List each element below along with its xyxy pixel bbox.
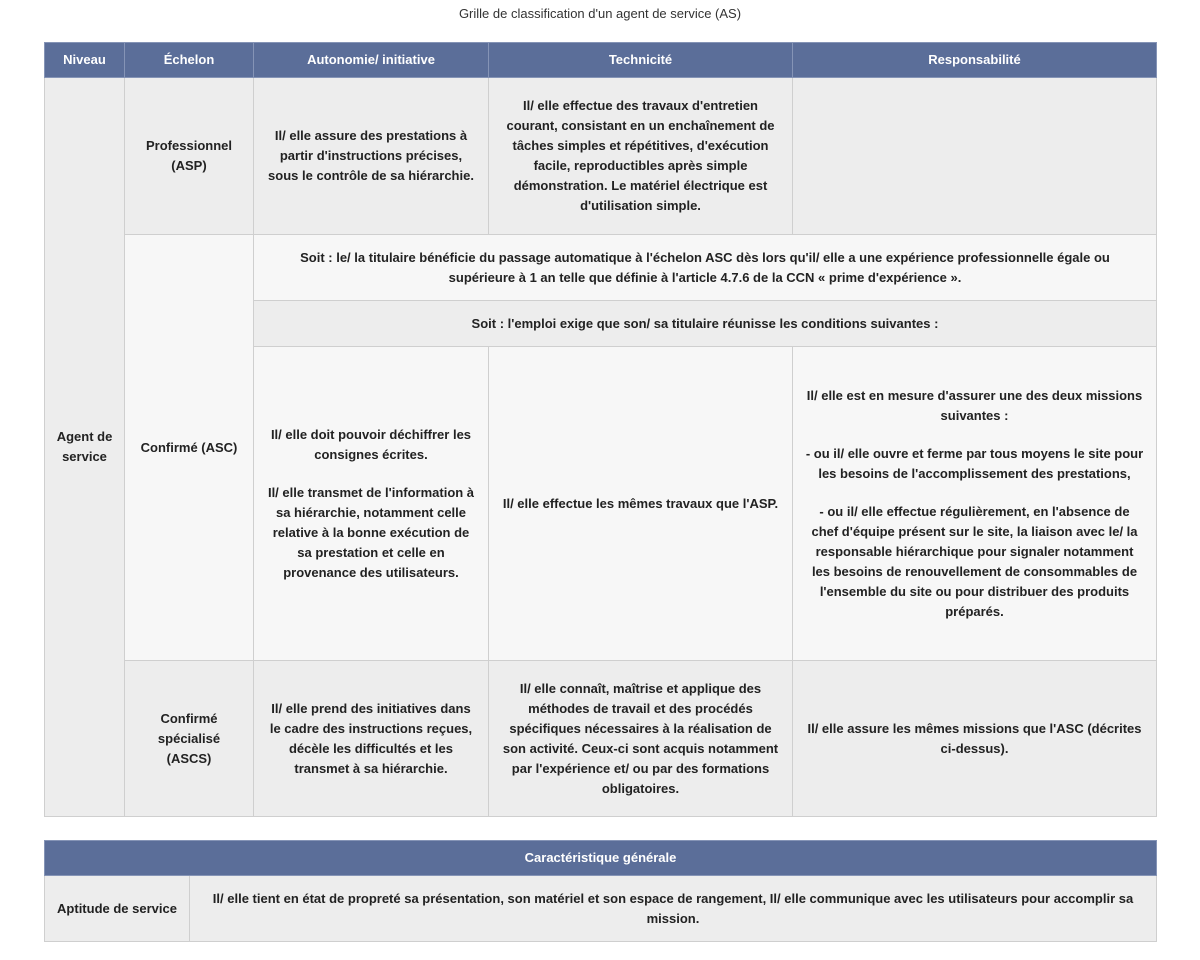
general-characteristic-table <box>44 840 1157 942</box>
echelon-cell-ascs: Confirmé spécialisé (ASCS) <box>125 661 254 817</box>
responsabilite-asc-paragraph-1: Il/ elle est en mesure d'assurer une des deux missions suivantes : <box>806 387 1143 423</box>
responsabilite-asc-paragraph-2: - ou il/ elle ouvre et ferme par tous moyens le site pour les besoins de l'accomplissement des prestations, <box>805 445 1144 481</box>
responsabilite-cell-asp <box>793 78 1157 235</box>
header-autonomie: Autonomie/ initiative <box>254 43 489 78</box>
responsabilite-cell-ascs: Il/ elle assure les mêmes missions que l'ASC (décrites ci-dessus). <box>793 661 1157 817</box>
aptitude-label: Aptitude de service <box>45 876 190 942</box>
header-niveau: Niveau <box>45 43 125 78</box>
aptitude-text: Il/ elle tient en état de propreté sa présentation, son matériel et son espace de rangement, Il/ elle communique avec les utilisateurs pour accomplir sa mission. <box>190 876 1157 942</box>
header-echelon: Échelon <box>125 43 254 78</box>
autonomie-cell-asc <box>254 347 489 661</box>
autonomie-cell-asp: Il/ elle assure des prestations à partir d'instructions précises, sous le contrôle de sa hiérarchie. <box>254 78 489 235</box>
general-header: Caractéristique générale <box>45 841 1157 876</box>
general-header-row <box>45 841 1157 876</box>
technicite-cell-asc: Il/ elle effectue les mêmes travaux que l'ASP. <box>489 347 793 661</box>
asc-soit-1: Soit : le/ la titulaire bénéficie du passage automatique à l'échelon ASC dès lors qu'il/ elle a une expérience professionnelle égale ou supérieure à 1 an telle que définie à l'article 4.7.6 de la CCN « prime d'expérience ». <box>254 235 1157 301</box>
table-row <box>45 235 1157 301</box>
autonomie-asc-paragraph-2: Il/ elle transmet de l'information à sa hiérarchie, notamment celle relative à la bonne exécution de sa prestation et celle en provenance des utilisateurs. <box>267 484 475 580</box>
echelon-cell-asc: Confirmé (ASC) <box>125 235 254 661</box>
technicite-cell-asp: Il/ elle effectue des travaux d'entretien courant, consistant en un enchaînement de tâches simples et répétitives, d'exécution facile, reproductibles après simple démonstration. Le matériel électrique est d'utilisation simple. <box>489 78 793 235</box>
asc-soit-2: Soit : l'emploi exige que son/ sa titulaire réunisse les conditions suivantes : <box>254 301 1157 347</box>
table-caption: Grille de classification d'un agent de service (AS) <box>458 6 742 21</box>
table-row <box>45 876 1157 942</box>
autonomie-asc-paragraph-1: Il/ elle doit pouvoir déchiffrer les consignes écrites. <box>270 426 472 462</box>
niveau-cell: Agent de service <box>45 78 125 817</box>
responsabilite-cell-asc <box>793 347 1157 661</box>
header-technicite: Technicité <box>489 43 793 78</box>
table-row <box>45 78 1157 235</box>
classification-table <box>44 42 1157 817</box>
responsabilite-asc-paragraph-3: - ou il/ elle effectue régulièrement, en l'absence de chef d'équipe présent sur le site, la liaison avec le/ la responsable hiérarchique pour signaler notamment les besoins de renouvellement de consommables de l'ensemble du site ou pour distribuer des produits préparés. <box>811 503 1138 619</box>
echelon-cell-asp: Professionnel (ASP) <box>125 78 254 235</box>
header-responsabilite: Responsabilité <box>793 43 1157 78</box>
header-row <box>45 43 1157 78</box>
table-row <box>45 661 1157 817</box>
autonomie-cell-ascs: Il/ elle prend des initiatives dans le cadre des instructions reçues, décèle les difficultés et les transmet à sa hiérarchie. <box>254 661 489 817</box>
technicite-cell-ascs: Il/ elle connaît, maîtrise et applique des méthodes de travail et des procédés spécifiques nécessaires à la réalisation de son activité. Ceux-ci sont acquis notamment par l'expérience et/ ou par des formations obligatoires. <box>489 661 793 817</box>
